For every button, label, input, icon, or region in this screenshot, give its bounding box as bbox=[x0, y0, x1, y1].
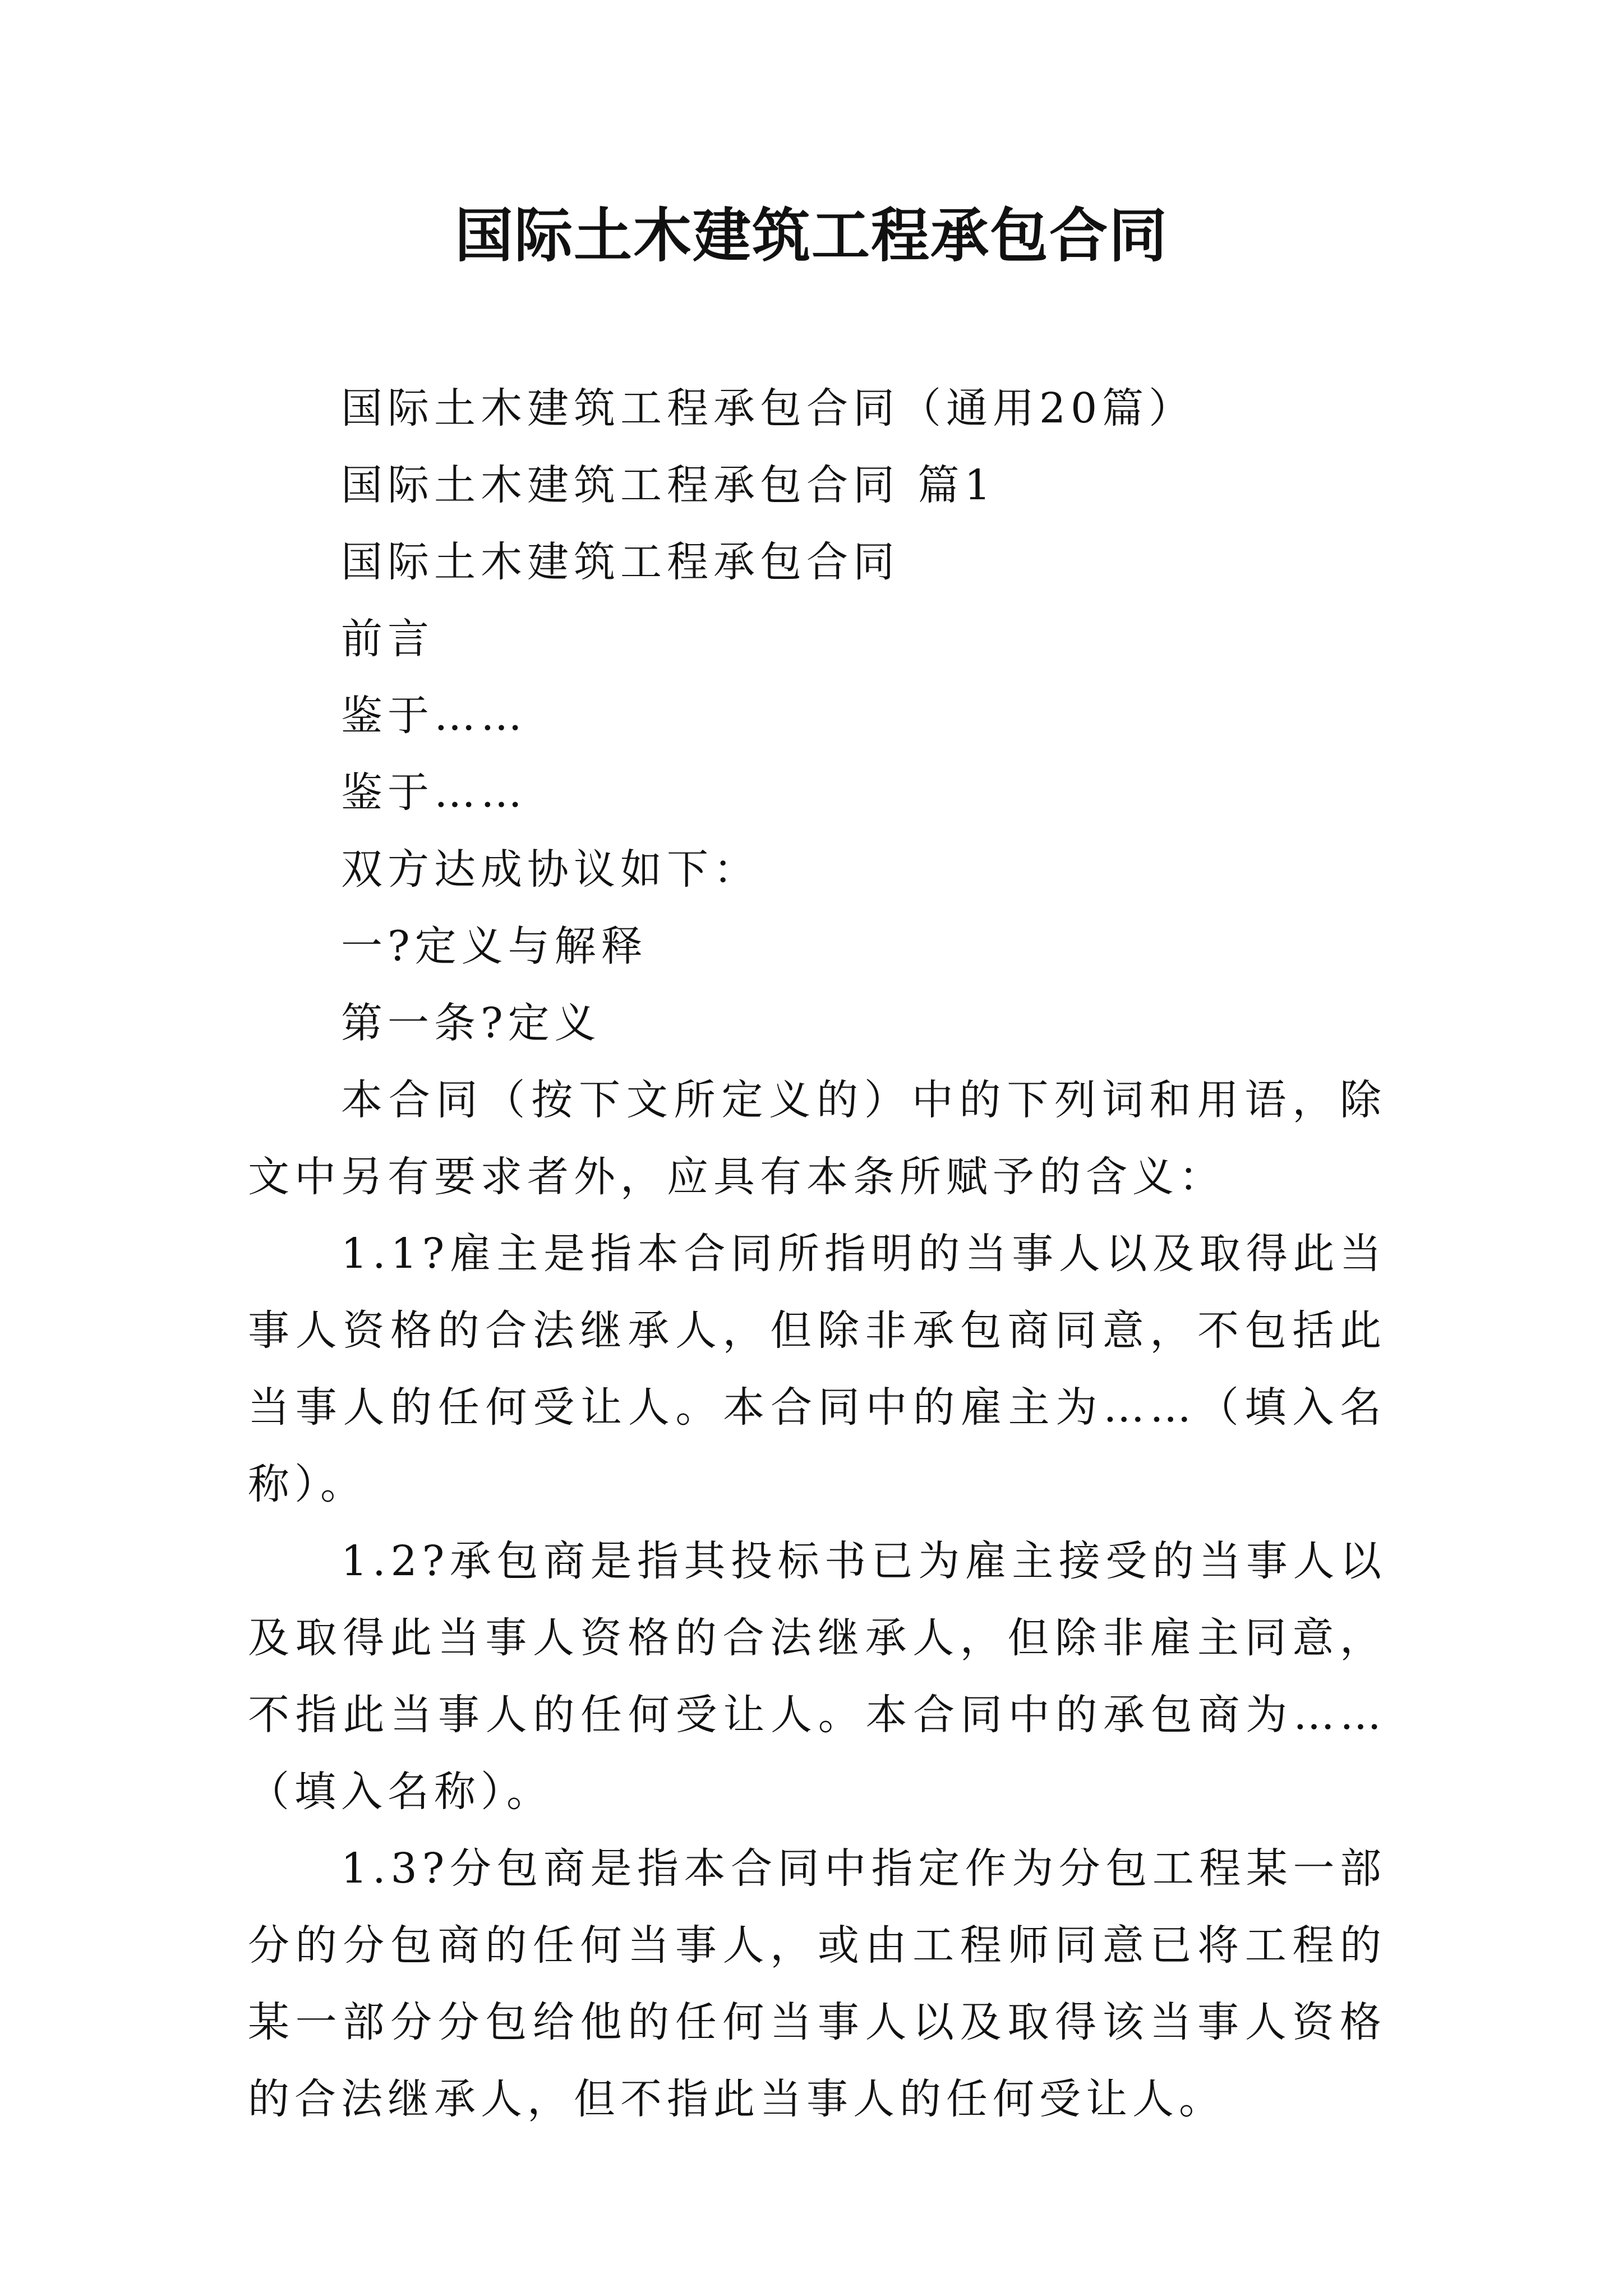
paragraph-preface: 前言 bbox=[341, 615, 434, 663]
document-body bbox=[248, 370, 1386, 2138]
paragraph-whereas-2: 鉴于…… bbox=[341, 769, 527, 817]
paragraph-clause-1-2: 1.2?承包商是指其投标书已为雇主接受的当事人以及取得此当事人资格的合法继承人，但除非雇主同意，不指此当事人的任何受让人。本合同中的承包商为……（填入名称）。 bbox=[248, 1537, 1386, 1816]
paragraph-clause-1-1: 1.1?雇主是指本合同所指明的当事人以及取得此当事人资格的合法继承人，但除非承包商同意，不包括此当事人的任何受让人。本合同中的雇主为……（填入名称）。 bbox=[248, 1230, 1386, 1508]
paragraph-definitions-intro: 本合同（按下文所定义的）中的下列词和用语，除文中另有要求者外，应具有本条所赋予的含义： bbox=[248, 1076, 1386, 1201]
paragraph-agreement: 双方达成协议如下： bbox=[341, 845, 760, 894]
paragraph-clause-1-3: 1.3?分包商是指本合同中指定作为分包工程某一部分的分包商的任何当事人，或由工程师同意已将工程的某一部分分包给他的任何当事人以及取得该当事人资格的合法继承人，但不指此当事人的任何受让人。 bbox=[248, 1844, 1386, 2123]
paragraph-subtitle: 国际土木建筑工程承包合同（通用20篇） bbox=[341, 384, 1196, 432]
paragraph-chapter-1: 一?定义与解释 bbox=[341, 922, 648, 970]
paragraph-whereas-1: 鉴于…… bbox=[341, 692, 527, 740]
paragraph-article-1: 第一条?定义 bbox=[341, 999, 601, 1047]
document-title: 国际土木建筑工程承包合同 bbox=[454, 201, 1168, 270]
paragraph-section-heading: 国际土木建筑工程承包合同 篇1 bbox=[341, 461, 996, 509]
paragraph-contract-name: 国际土木建筑工程承包合同 bbox=[341, 538, 900, 586]
